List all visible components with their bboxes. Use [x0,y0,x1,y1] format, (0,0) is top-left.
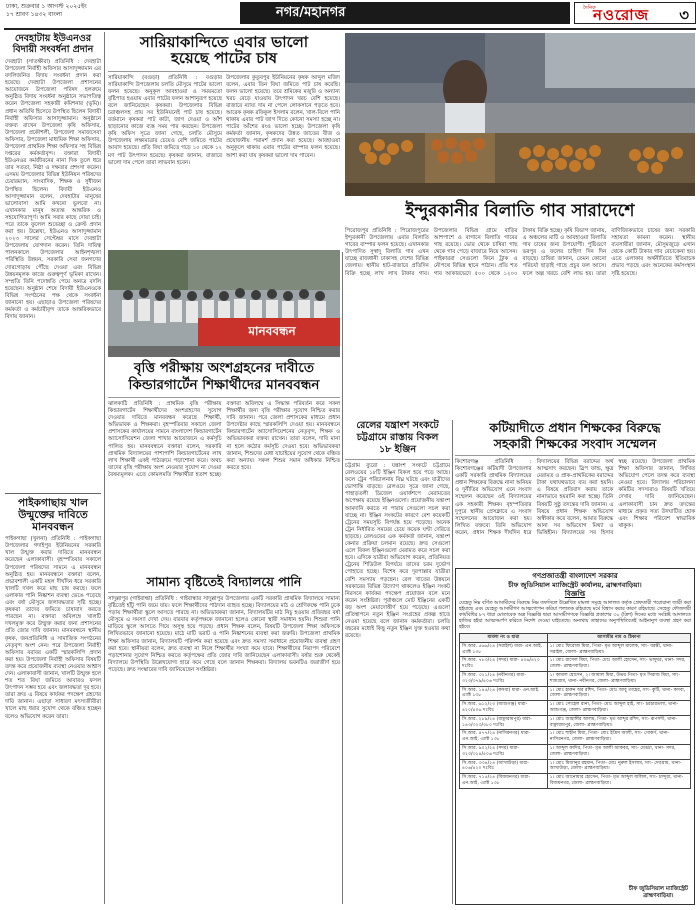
table-row [460,759,691,774]
case-cell: সি.আর. ৭১৫/২৪ (বিজয়নগর) ধারা- এন.আই. এ্যাক্ট ১৩৮ [460,774,548,789]
table-row [460,657,691,672]
story-body: চট্টগ্রাম ব্যুরো : যন্ত্রাংশ সংকটে চট্টগ্রামে রেলওয়ের ১৮টি ইঞ্জিন বিকল হয়ে পড়ে আছে। ফলে ট্রেন পরিচালনায় বিঘ্ন ঘটছে এবং যাত্রীদের ভোগান্তি বাড়ছে। রেলওয়ে সূত্রে জানা গেছে, পাহাড়তলী ডিজেল ওয়ার্কশপে মেরামতের অপেক্ষায় রয়েছে ইঞ্জিনগুলো। প্রয়োজনীয় যন্ত্রাংশ আমদানি করতে না পারায় সেগুলো সচল করা যাচ্ছে না। ইঞ্জিন সংকটের কারণে বেশ কয়েকটি ট্রেনের সময়সূচি বিপর্যস্ত হয়ে পড়েছে। অনেক ট্রেন নির্ধারিত সময়ের চেয়ে কয়েক ঘণ্টা দেরিতে ছাড়ছে। রেলওয়ের এক কর্মকর্তা জানান, যন্ত্রাংশ কেনার প্রক্রিয়া চলমান রয়েছে। দ্রুত সেগুলো এলে বিকল ইঞ্জিনগুলো মেরামত করে সচল করা হবে। এদিকে যাত্রীরা অভিযোগ করেন, প্রতিনিয়ত ট্রেনের শিডিউল বিপর্যয়ে তাদের চরম দুর্ভোগ পোহাতে হচ্ছে। বিশেষ করে দূরপাল্লার যাত্রীরা বেশি সমস্যায় পড়ছেন। রেল খাতের উন্নয়নে সরকারের বিভিন্ন উদ্যোগ থাকলেও ইঞ্জিন সংকট নিরসনে কার্যকর পদক্ষেপ প্রয়োজন বলে মনে করেন সংশ্লিষ্টরা। পূর্বাঞ্চলে মোট ইঞ্জিনের একটি বড় অংশ মেয়াদোত্তীর্ণ হয়ে পড়েছে। এগুলো প্রতিস্থাপনে নতুন ইঞ্জিন সংগ্রহের প্রকল্প হাতে নেওয়া হয়েছে বলে জানান কর্মকর্তারা। চলতি বছরের মধ্যেই কিছু নতুন ইঞ্জিন যুক্ত হওয়ার কথা রয়েছে। [345,463,452,640]
section-title: নগর/মহানগর [276,5,346,20]
notice-signature [629,886,688,900]
story-headline: ইন্দুরকানীর বিলাতি গাব সারাদেশে [405,201,635,221]
accused-cell: ১। কামাল হোসেন, ২। জামাল মিয়া, উভয় পিতা- মৃত সিরাজ মিয়া, সাং- শ্যামগ্রাম, থানা- নবীনগর, জেলা- ব্রাহ্মণবাড়িয়া। [547,671,690,686]
sidebar-story-1 [5,34,101,489]
date-gregorian: ঢাকা, শুক্রবার ১ আগস্ট ২০২৫ইং [6,3,87,10]
accused-cell: ১। মোঃ ফিরোজ মিয়া, পিতা- মৃত আব্দুল মালেক, সাং- ধরন্তী, থানা- সরাইল, জেলা- ব্রাহ্মণবাড়িয়া। [547,642,690,657]
page-number: ৩ [679,6,689,24]
case-cell: সি.আর. ৪৭৭/২৪ (নাসিরনগর) ধারা- এন.আই. এ্যাক্ট ১৩৮ [460,730,548,745]
paper-logo [574,2,696,24]
headline-line-1: রেলের যন্ত্রাংশ সংকটে [356,420,439,431]
case-cell: সি.আর. ৭৮৩/২৪ (সদর) ধারা- ৪০৬/৪২০ দঃবিঃ [460,657,548,672]
story-headline [455,420,695,456]
story-body: সাদুল্লাপুর (গাইবান্ধা) প্রতিনিধি : গাইবান্ধার সাদুল্লাপুর উপজেলার একটি সরকারি প্রাথমিক বিদ্যালয়ে সামান্য বৃষ্টিতেই হাঁটু পানি জমে যায়। ফলে শিক্ষার্থীদের পাঠদান ব্যাহত হচ্ছে। বিদ্যালয়ের মাঠ ও শ্রেণিকক্ষে পানি ঢুকে পড়ায় শিক্ষার্থীরা স্কুলে আসতে পারছে না। অভিভাবকরা জানান, বিদ্যালয়টির মাঠ নিচু হওয়ায় প্রতিবছর বর্ষা মৌসুমে এ সমস্যা দেখা দেয়। বারবার কর্তৃপক্ষকে জানানো হলেও কোনো স্থায়ী সমাধান হয়নি। শিশুরা পানি মাড়িয়ে স্কুলে আসতে গিয়ে অসুস্থ হয়ে পড়ছে। প্রধান শিক্ষক বলেন, বিষয়টি উপজেলা শিক্ষা অফিসকে লিখিতভাবে জানানো হয়েছে। মাঠে মাটি ভরাট ও পানি নিষ্কাশনের ব্যবস্থা করা জরুরি। উপজেলা প্রাথমিক শিক্ষা অফিসার জানান, বিদ্যালয়টি পরিদর্শন করা হয়েছে এবং দ্রুত সমস্যা সমাধানে প্রয়োজনীয় ব্যবস্থা গ্রহণ করা হবে। স্থানীয়রা বলেন, দ্রুত ব্যবস্থা না নিলে শিক্ষার্থীর সংখ্যা কমে যাবে। শিক্ষার্থীদের নিরাপদ পরিবেশে পড়াশোনার সুযোগ নিশ্চিত করতে কর্তৃপক্ষের প্রতি জোর দাবি জানিয়েছেন এলাকাবাসী। বর্ষার শুরু থেকেই বিদ্যালয়ে উপস্থিতি উল্লেখযোগ্য হারে কমে গেছে বলে জানান শিক্ষকরা। বিদ্যালয় ভবনটিও জরাজীর্ণ হয়ে পড়েছে। দ্রুত সংস্কারের দাবি জানিয়েছেন সংশ্লিষ্টরা। [108,596,342,673]
story-headline [345,420,450,460]
story-headline [108,33,340,72]
paper-small-label: দৈনিক [583,5,596,11]
headline-line-2: হয়েছে পাটের চাষ [170,48,277,67]
story-headline: সামান্য বৃষ্টিতেই বিদ্যালয়ে পানি [108,573,340,593]
column-rule [104,32,105,904]
notice-table [459,633,691,789]
notice-title: বিজ্ঞপ্তি [564,590,586,598]
accused-cell: ১। মোঃ শাহীন মিয়া, পিতা- মোঃ ইদ্রিস আলী, সাং- গোকর্ণ, থানা- নাসিরনগর, জেলা- ব্রাহ্মণবাড়িয়া। [547,730,690,745]
date-line [6,3,87,19]
story-body-col-1: সারিয়াকান্দি (বগুড়া) প্রতিনিধি : বগুড়ার সারিয়াকান্দি উপজেলায় চলতি মৌসুমে পাটের ভালো ফলন হয়েছে। অনুকূল আবহাওয়া ও সময়মতো বৃষ্টিপাত হওয়ায় এবার পাটের ফলন আশানুরূপ হয়েছে বলে জানিয়েছেন কৃষকরা। উপজেলার বিভিন্ন চরাঞ্চলসহ প্রায় সব ইউনিয়নেই পাট চাষ হয়েছে। বর্তমানে কৃষকরা পাট কাটা, জাগ দেওয়া ও আঁশ ছাড়ানোর কাজে ব্যস্ত সময় পার করছেন। উপজেলা কৃষি অফিস সূত্রে জানা গেছে, চলতি মৌসুমে উপজেলায় লক্ষ্যমাত্রার চেয়েও বেশি জমিতে পাটের আবাদ হয়েছে। প্রতি বিঘা জমিতে গড়ে ১০ থেকে ১২ মণ পাট উৎপাদন হয়েছে। কৃষকরা জানান, বাজারে ভালো দাম পেলে তারা লাভবান হবেন। [108,74,224,166]
signature-title: চীফ জুডিসিয়াল ম্যাজিস্ট্রেট [628,886,688,892]
katiadi-story [455,420,695,565]
case-cell: সি.আর. ২৮৯/২৪ (বাঞ্ছারামপুর) ধারা- ১৪৩/৩২৩/৩৮০ দঃবিঃ [460,715,548,730]
fruit-market-photo [345,33,695,196]
headline-line-2: চট্টগ্রামে রাস্তায় বিকল [356,432,439,443]
mango-story [345,228,695,418]
signature-place: ব্রাহ্মণবাড়িয়া। [643,893,674,899]
mango-headline [345,199,695,225]
headline-line-2: কিন্ডারগার্টেন শিক্ষার্থীদের মানববন্ধন [128,377,320,393]
table-row [460,730,691,745]
sidebar-divider [5,493,101,494]
col-header-case: মামলা নং ও ধারা [460,634,548,643]
masthead-rule [4,28,696,30]
accused-cell: ১। আব্দুল কাদির, পিতা- মৃত আলী আকবর, সাং- মেড্ডা, থানা- সদর, জেলা- ব্রাহ্মণবাড়িয়া। [547,744,690,759]
protest-photo [108,250,340,357]
accused-cell: ১। মোঃ মিজানুর রহমান, পিতা- মোঃ নুরুল ইসলাম, সাং- দেবগ্রাম, থানা- আখাউড়া, জেলা- ব্রাহ্মণবাড়িয়া। [547,759,690,774]
story-body: দেবহাটা (সাতক্ষীরা) প্রতিনিধি : দেবহাটা উপজেলা নির্বাহী অফিসার আসাদুজ্জামান এর বদলিজনিত বিদায় সংবর্ধনা প্রদান করা হয়েছে। দেবহাটা উপজেলা প্রশাসনের আয়োজনে উপজেলা পরিষদ হলরুমে অনুষ্ঠিত বিদায় সংবর্ধনা অনুষ্ঠানে সভাপতিত্ব করেন উপজেলা সহকারী কমিশনার (ভূমি)। প্রধান অতিথি হিসেবে উপস্থিত ছিলেন বিদায়ী নির্বাহী অফিসার আসাদুজ্জামান। অনুষ্ঠানে বক্তব্য রাখেন উপজেলা কৃষি অফিসার, উপজেলা প্রকৌশলী, উপজেলা সমাজসেবা অফিসার, উপজেলা মাধ্যমিক শিক্ষা অফিসার, উপজেলা প্রাথমিক শিক্ষা অফিসার সহ বিভিন্ন দপ্তরের কর্মকর্তাবৃন্দ। বক্তারা বিদায়ী ইউএনওর কর্মজীবনের নানা দিক তুলে ধরে তার সততা, নিষ্ঠা ও দক্ষতার প্রশংসা করেন। এসময় উপজেলার বিভিন্ন ইউনিয়ন পরিষদের চেয়ারম্যান, সাংবাদিক, শিক্ষক ও সুধীজন উপস্থিত ছিলেন। বিদায়ী ইউএনও আসাদুজ্জামান বলেন, দেবহাটার মানুষের ভালোবাসা আমি কখনো ভুলবো না। এখানকার মানুষ অত্যন্ত আন্তরিক ও সহযোগিতাপূর্ণ। আমি সবার কাছে দোয়া চাই। পরে তাকে ফুলেল শুভেচ্ছা ও ক্রেস্ট প্রদান করা হয়। উল্লেখ্য, ইউএনও আসাদুজ্জামান ২০২৩ সালের সেপ্টেম্বর মাসে দেবহাটা উপজেলায় যোগদান করেন। তিনি দায়িত্ব পালনকালে উপজেলার আইনশৃঙ্খলা পরিস্থিতি উন্নয়ন, সরকারি সেবা জনগণের দোরগোড়ায় পৌঁছে দেওয়া এবং বিভিন্ন উন্নয়নমূলক কাজে গুরুত্বপূর্ণ ভূমিকা রাখেন। সম্প্রতি তিনি পদোন্নতি পেয়ে অন্যত্র বদলি হয়েছেন। অনুষ্ঠান শেষে বিদায়ী ইউএনওকে বিভিন্ন সংগঠনের পক্ষ থেকে সংবর্ধনা জানানো হয়। এছাড়াও উপজেলা পরিষদের কর্মকর্তা ও কর্মচারীবৃন্দ তাকে আন্তরিকভাবে বিদায় জানান। [5,58,103,321]
case-cell: সি.আর. ৯০২/২৪ (সদর) ধারা- ৩২৩/৩২৪/৫০৬ দঃবিঃ [460,744,548,759]
case-cell: সি.আর. ৩২১/২৪ (নবীনগর) ধারা- ৩২৩/৩৭৯/৫০৬ দঃবিঃ [460,671,548,686]
column-rule [452,420,453,904]
accused-cell: ১। মোঃ সোহেল রানা, পিতা- মোঃ আব্দুল হাই, সাং- চরচারতলা, থানা- আশুগঞ্জ, জেলা- ব্রাহ্মণবাড়িয়া। [547,701,690,716]
jute-story [108,33,340,248]
table-row [460,715,691,730]
masthead [0,0,700,30]
story-body: পিরোজপুর প্রতিনিধি : পিরোজপুরের ইন্দুরকানী উপজেলায় এবার বিলাতি গাবের বাম্পার ফলন হয়েছে। এখানকার উৎপাদিত সুস্বাদু বিলাতি গাব এখন যাচ্ছে রাজধানী ঢাকাসহ দেশের বিভিন্ন জেলায়। স্থানীয় হাট-বাজারে প্রতিদিন বিক্রি হচ্ছে লাখ লাখ টাকার গাব। উপজেলার বিভিন্ন গ্রামে বাড়ির আশপাশে ও বাগানে বিলাতি গাবের গাছ রয়েছে। ভোর থেকে চাষিরা গাছ থেকে গাব পেড়ে বাজারে নিয়ে আসেন। পাইকাররা সেগুলো কিনে ট্রাক ও নৌপথে বিভিন্ন স্থানে পাঠান। প্রতি শত গাব আকারভেদে ৫০০ থেকে ১২০০ টাকায় বিক্রি হচ্ছে। কৃষি বিভাগ জানায়, এ অঞ্চলের মাটি ও আবহাওয়া বিলাতি গাব চাষের জন্য উপযোগী। পুষ্টিগুণে ভরপুর এ ফলের চাহিদা দিন দিন বাড়ছে। চাষিরা জানান, তেমন কোনো পরিচর্যা ছাড়াই গাছে প্রচুর ফল আসে। ফলে অল্প খরচে বেশি লাভ হয়। তারা বাণিজ্যিকভাবে চাষের জন্য সরকারি সহায়তা কামনা করেন। স্থানীয় ব্যবসায়ীরা জানান, মৌসুমজুড়ে এখান থেকে কোটি টাকার গাব বেচাকেনা হয়। এতে এলাকার অর্থনীতিতে ইতিবাচক প্রভাব পড়ছে এবং অনেকের কর্মসংস্থান সৃষ্টি হয়েছে। [345,228,697,277]
sidebar-story-2 [5,497,101,905]
headline-line-2: সহকারী শিক্ষকের সংবাদ সম্মেলন [493,436,657,451]
headline-line-3: ১৮ ইঞ্জিন [378,444,417,455]
headline-line-1: সারিয়াকান্দিতে এবার ভালো [139,33,309,51]
column-rule [342,252,343,904]
notice-office: চীফ জুডিসিয়াল ম্যাজিস্ট্রেট কার্যালয়, ব্রাহ্মণবাড়িয়া। [508,581,642,589]
banner-text: মানববন্ধন [248,324,296,338]
accused-cell: ১। মোঃ রাসেল মিয়া, পিতা- মোঃ আলী হোসেন, সাং- ভাদুঘর, থানা- সদর, জেলা- ব্রাহ্মণবাড়িয়া। [547,657,690,672]
table-row [460,744,691,759]
table-row [460,671,691,686]
railway-story [345,420,450,905]
story-headline: পাইকগাছায় খাল উন্মুক্তের দাবিতে মানববন্ধন [18,497,88,534]
accused-cell: ১। মোঃ হারুন অর রশিদ, পিতা- মোঃ আবু তাহের, সাং- কুটি, থানা- কসবা, জেলা- ব্রাহ্মণবাড়িয়া। [547,686,690,701]
story-body: কিশোরগঞ্জ প্রতিনিধি : কিশোরগঞ্জের কটিয়াদী উপজেলার একটি সরকারি প্রাথমিক বিদ্যালয়ের প্রধান শিক্ষকের বিরুদ্ধে নানা অনিয়ম ও দুর্নীতির অভিযোগ এনে সংবাদ সম্মেলন করেছেন ওই বিদ্যালয়ের এক সহকারী শিক্ষক। বৃহস্পতিবার দুপুরে স্থানীয় প্রেসক্লাবে এ সংবাদ সম্মেলনের আয়োজন করা হয়। লিখিত বক্তব্যে তিনি অভিযোগ করেন, প্রধান শিক্ষক দীর্ঘদিন ধরে বিদ্যালয়ের বিভিন্ন বরাদ্দের অর্থ আত্মসাৎ করছেন। স্লিপ ফান্ড, ক্ষুদ্র মেরামত ও প্রাক-প্রাথমিকের বরাদ্দের টাকা যথাযথভাবে ব্যয় করা হয়নি। এ বিষয়ে প্রতিবাদ করায় তাকে নানাভাবে হয়রানি করা হচ্ছে। তিনি বিষয়টি সুষ্ঠু তদন্তের দাবি জানান। এ বিষয়ে প্রধান শিক্ষক অভিযোগ অস্বীকার করে বলেন, আমার বিরুদ্ধে আনা সব অভিযোগ মিথ্যা ও ভিত্তিহীন। বিদ্যালয়ের সব হিসাব স্বচ্ছ রয়েছে। উপজেলা প্রাথমিক শিক্ষা অফিসার জানান, লিখিত অভিযোগ পেলে তদন্ত করে ব্যবস্থা নেওয়া হবে। বিদ্যালয় পরিচালনা কমিটির সদস্যরাও বিষয়টি খতিয়ে দেখার দাবি জানিয়েছেন। এলাকাবাসী চান দ্রুত তদন্তের মাধ্যমে প্রকৃত সত্য উদঘাটিত হোক এবং শিক্ষার পরিবেশ স্বাভাবিক থাকুক। [455,459,697,536]
case-cell: সি.আর. ৩৩৪/২৪ (আখাউড়া) ধারা- ৪০৬/৪২০ দঃবিঃ [460,759,548,774]
col-header-accused: আসামীর নাম ও ঠিকানা [547,634,690,643]
notice-intro: যেহেতু নিম্ন বর্ণিত আসামীদের বিরুদ্ধে নিম্ন তফসিলে উল্লেখিত মামলা সমূহে আদালত কর্তৃক গ্রেফতারী পরোয়ানা জারী করা হইয়াছে এবং যেহেতু আসামীগণ আত্মগোপন করিয়া পলাতক রহিয়াছে মর্মে বিশ্বাস করার কারণ রহিয়াছে। সেহেতু ফৌজদারী কার্যবিধির ৮৭ ধারা মোতাবেক অত্র বিজ্ঞপ্তি দ্বারা আসামীগণকে বিজ্ঞপ্তি প্রকাশের ৩০ (ত্রিশ) দিনের মধ্যে সংশ্লিষ্ট আদালতে হাজির হইয়া আত্মসমর্পণ করিতে নির্দেশ দেওয়া যাইতেছে। অন্যথায় তাহাদের অনুপস্থিতিতেই আইনানুগ ব্যবস্থা গ্রহণ করা হইবে। [459,601,693,630]
case-cell: সি.আর. ৬১২/২৩ (আশুগঞ্জ) ধারা- ৪২০/৪০৬ দঃবিঃ [460,701,548,716]
story-body-col-2: উপজেলার কুতুবপুর ইউনিয়নের কৃষক আব্দুল মজিদ বলেন, এবার তিন বিঘা জমিতে পাট চাষ করেছি। ফলন ভালো হয়েছে। তবে শ্রমিকের মজুরি ও অন্যান্য খরচ বেড়ে যাওয়ায় উৎপাদন খরচ বেশি হয়েছে। বাজারে ন্যায্য দাম না পেলে লোকসানে পড়তে হবে। আরেক কৃষক রফিকুল ইসলাম বলেন, খাল-বিলে পানি থাকায় এবার পাট জাগ দিতে কোনো সমস্যা হচ্ছে না। পাটের আঁশের রংও ভালো হচ্ছে। উপজেলা কৃষি কর্মকর্তা জানান, কৃষকদের উন্নত জাতের বীজ ও প্রয়োজনীয় পরামর্শ প্রদান করা হয়েছে। আবহাওয়া অনুকূলে থাকায় এবার পাটের বাম্পার ফলন হয়েছে। আশা করা যায় কৃষকরা ভালো দাম পাবেন। [226,74,342,159]
table-row [460,642,691,657]
court-notice [455,568,695,905]
table-row [460,686,691,701]
table-row [460,701,691,716]
section-banner [240,2,570,24]
case-cell: সি.আর. ৫৬৬/২৪ (সরাইল) ধারা- এন.আই. এ্যাক্ট ১৩৮ [460,642,548,657]
kindergarten-story [108,360,340,570]
story-body: পাইকগাছা (খুলনা) প্রতিনিধি : পাইকগাছা উপজেলার গদাইপুর ইউনিয়নের সরকারি খাল উন্মুক্ত করার দাবিতে মানববন্ধন করেছেন এলাকাবাসী। বৃহস্পতিবার সকালে উপজেলা পরিষদের সামনে এ মানববন্ধন অনুষ্ঠিত হয়। মানববন্ধনে বক্তারা বলেন, প্রভাবশালী একটি মহল দীর্ঘদিন ধরে সরকারি খালটি দখল করে মাছ চাষ করছে। ফলে এলাকার পানি নিষ্কাশন ব্যবস্থা ভেঙে পড়েছে এবং বর্ষা মৌসুমে জলাবদ্ধতার সৃষ্টি হচ্ছে। কৃষকরা তাদের জমিতে চাষাবাদ করতে পারছেন না। বক্তারা অবিলম্বে খালটি দখলমুক্ত করে উন্মুক্ত করার জন্য প্রশাসনের প্রতি জোর দাবি জানান। মানববন্ধনে স্থানীয় কৃষক, জনপ্রতিনিধি ও সামাজিক সংগঠনের নেতৃবৃন্দ অংশ নেন। পরে উপজেলা নির্বাহী অফিসার বরাবর একটি স্মারকলিপি প্রদান করা হয়। উপজেলা নির্বাহী অফিসার বিষয়টি তদন্ত করে প্রয়োজনীয় ব্যবস্থা নেওয়ার আশ্বাস দেন। এলাকাবাসী জানান, খালটি উন্মুক্ত হলে শত শত বিঘা জমিতে আবারও ফসল উৎপাদন সম্ভব হবে এবং জলাবদ্ধতা দূর হবে। তারা দ্রুত এ বিষয়ে কার্যকর পদক্ষেপ গ্রহণের দাবি জানান। এছাড়া সাধারণ মৎস্যজীবীরা খালে মাছ ধরার সুযোগ থেকে বঞ্চিত হচ্ছেন বলেও অভিযোগ করেন তারা। [5,536,103,720]
headline-line-1: বৃত্তি পরীক্ষায় অংশগ্রহনের দাবীতে [134,360,314,376]
accused-cell: ১। মোঃ আনোয়ার হোসেন, পিতা- মৃত আব্দুল জলিল, সাং- চান্দুরা, থানা- বিজয়নগর, জেলা- ব্রাহ্মণবাড়িয়া। [547,774,690,789]
table-row [460,774,691,789]
fruit-market-image [345,33,695,196]
date-bangla: ১৭ শ্রাবণ ১৪৩২ বাংলা [6,11,63,18]
story-headline [108,360,340,398]
accused-cell: ১। মোঃ জাহাঙ্গীর আলম, পিতা- মৃত আব্দুর রশিদ, সাং- রূপসদী, থানা- বাঞ্ছারামপুর, জেলা- ব্রাহ্মণবাড়িয়া। [547,715,690,730]
paper-name: নওরোজ [593,6,650,24]
rain-story [108,573,340,905]
story-headline: দেবহাটায় ইউএনওর বিদায়ী সংবর্ধনা প্রদান [12,33,94,55]
story-body: ঝালকাঠি প্রতিনিধি : প্রাথমিক বৃত্তি পরীক্ষায় কিন্ডারগার্টেন শিক্ষার্থীদের অংশগ্রহণের সুযোগ দেওয়ার দাবিতে মানববন্ধন করেছে শিক্ষার্থী, অভিভাবক ও শিক্ষকরা। বৃহস্পতিবার সকালে জেলা প্রশাসকের কার্যালয়ের সামনে বাংলাদেশ কিন্ডারগার্টেন অ্যাসোসিয়েশন জেলা শাখার আয়োজনে এ কর্মসূচি পালিত হয়। মানববন্ধনে বক্তারা বলেন, সরকারি প্রাথমিক বিদ্যালয়ের পাশাপাশি কিন্ডারগার্টেনের লাখ লাখ শিক্ষার্থী একই পাঠ্যক্রমে পড়াশোনা করে। অথচ তাদের বৃত্তি পরীক্ষায় অংশ নেওয়ার সুযোগ না দেওয়া বৈষম্যমূলক। এতে কোমলমতি শিক্ষার্থীরা হতাশ হচ্ছে। বক্তারা অবিলম্বে এ সিদ্ধান্ত পরিবর্তন করে সকল শিক্ষার্থীর জন্য বৃত্তি পরীক্ষার সুযোগ নিশ্চিত করার দাবি জানান। পরে জেলা প্রশাসকের মাধ্যমে প্রধান উপদেষ্টার কাছে স্মারকলিপি দেওয়া হয়। মানববন্ধনে কিন্ডারগার্টেন অ্যাসোসিয়েশনের নেতৃবৃন্দ, শিক্ষক ও অভিভাবকরা বক্তব্য রাখেন। তারা বলেন, দাবি মানা না হলে কঠোর কর্মসূচি দেওয়া হবে। অভিভাবকরা জানান, শিশুদের মেধা যাচাইয়ের সুযোগ থেকে বঞ্চিত করা অন্যায়। সকল শিশুর সমান অধিকার নিশ্চিত করতে হবে। [108,401,342,478]
notice-gov: গণপ্রজাতন্ত্রী বাংলাদেশ সরকার [532,572,618,580]
headline-line-1: কটিয়াদীতে প্রধান শিক্ষকের বিরুদ্ধে [489,420,661,435]
case-cell: সি.আর. ১৪৫/২৪ (কসবা) ধারা- এন.আই. এ্যাক্ট ১৩৮ [460,686,548,701]
